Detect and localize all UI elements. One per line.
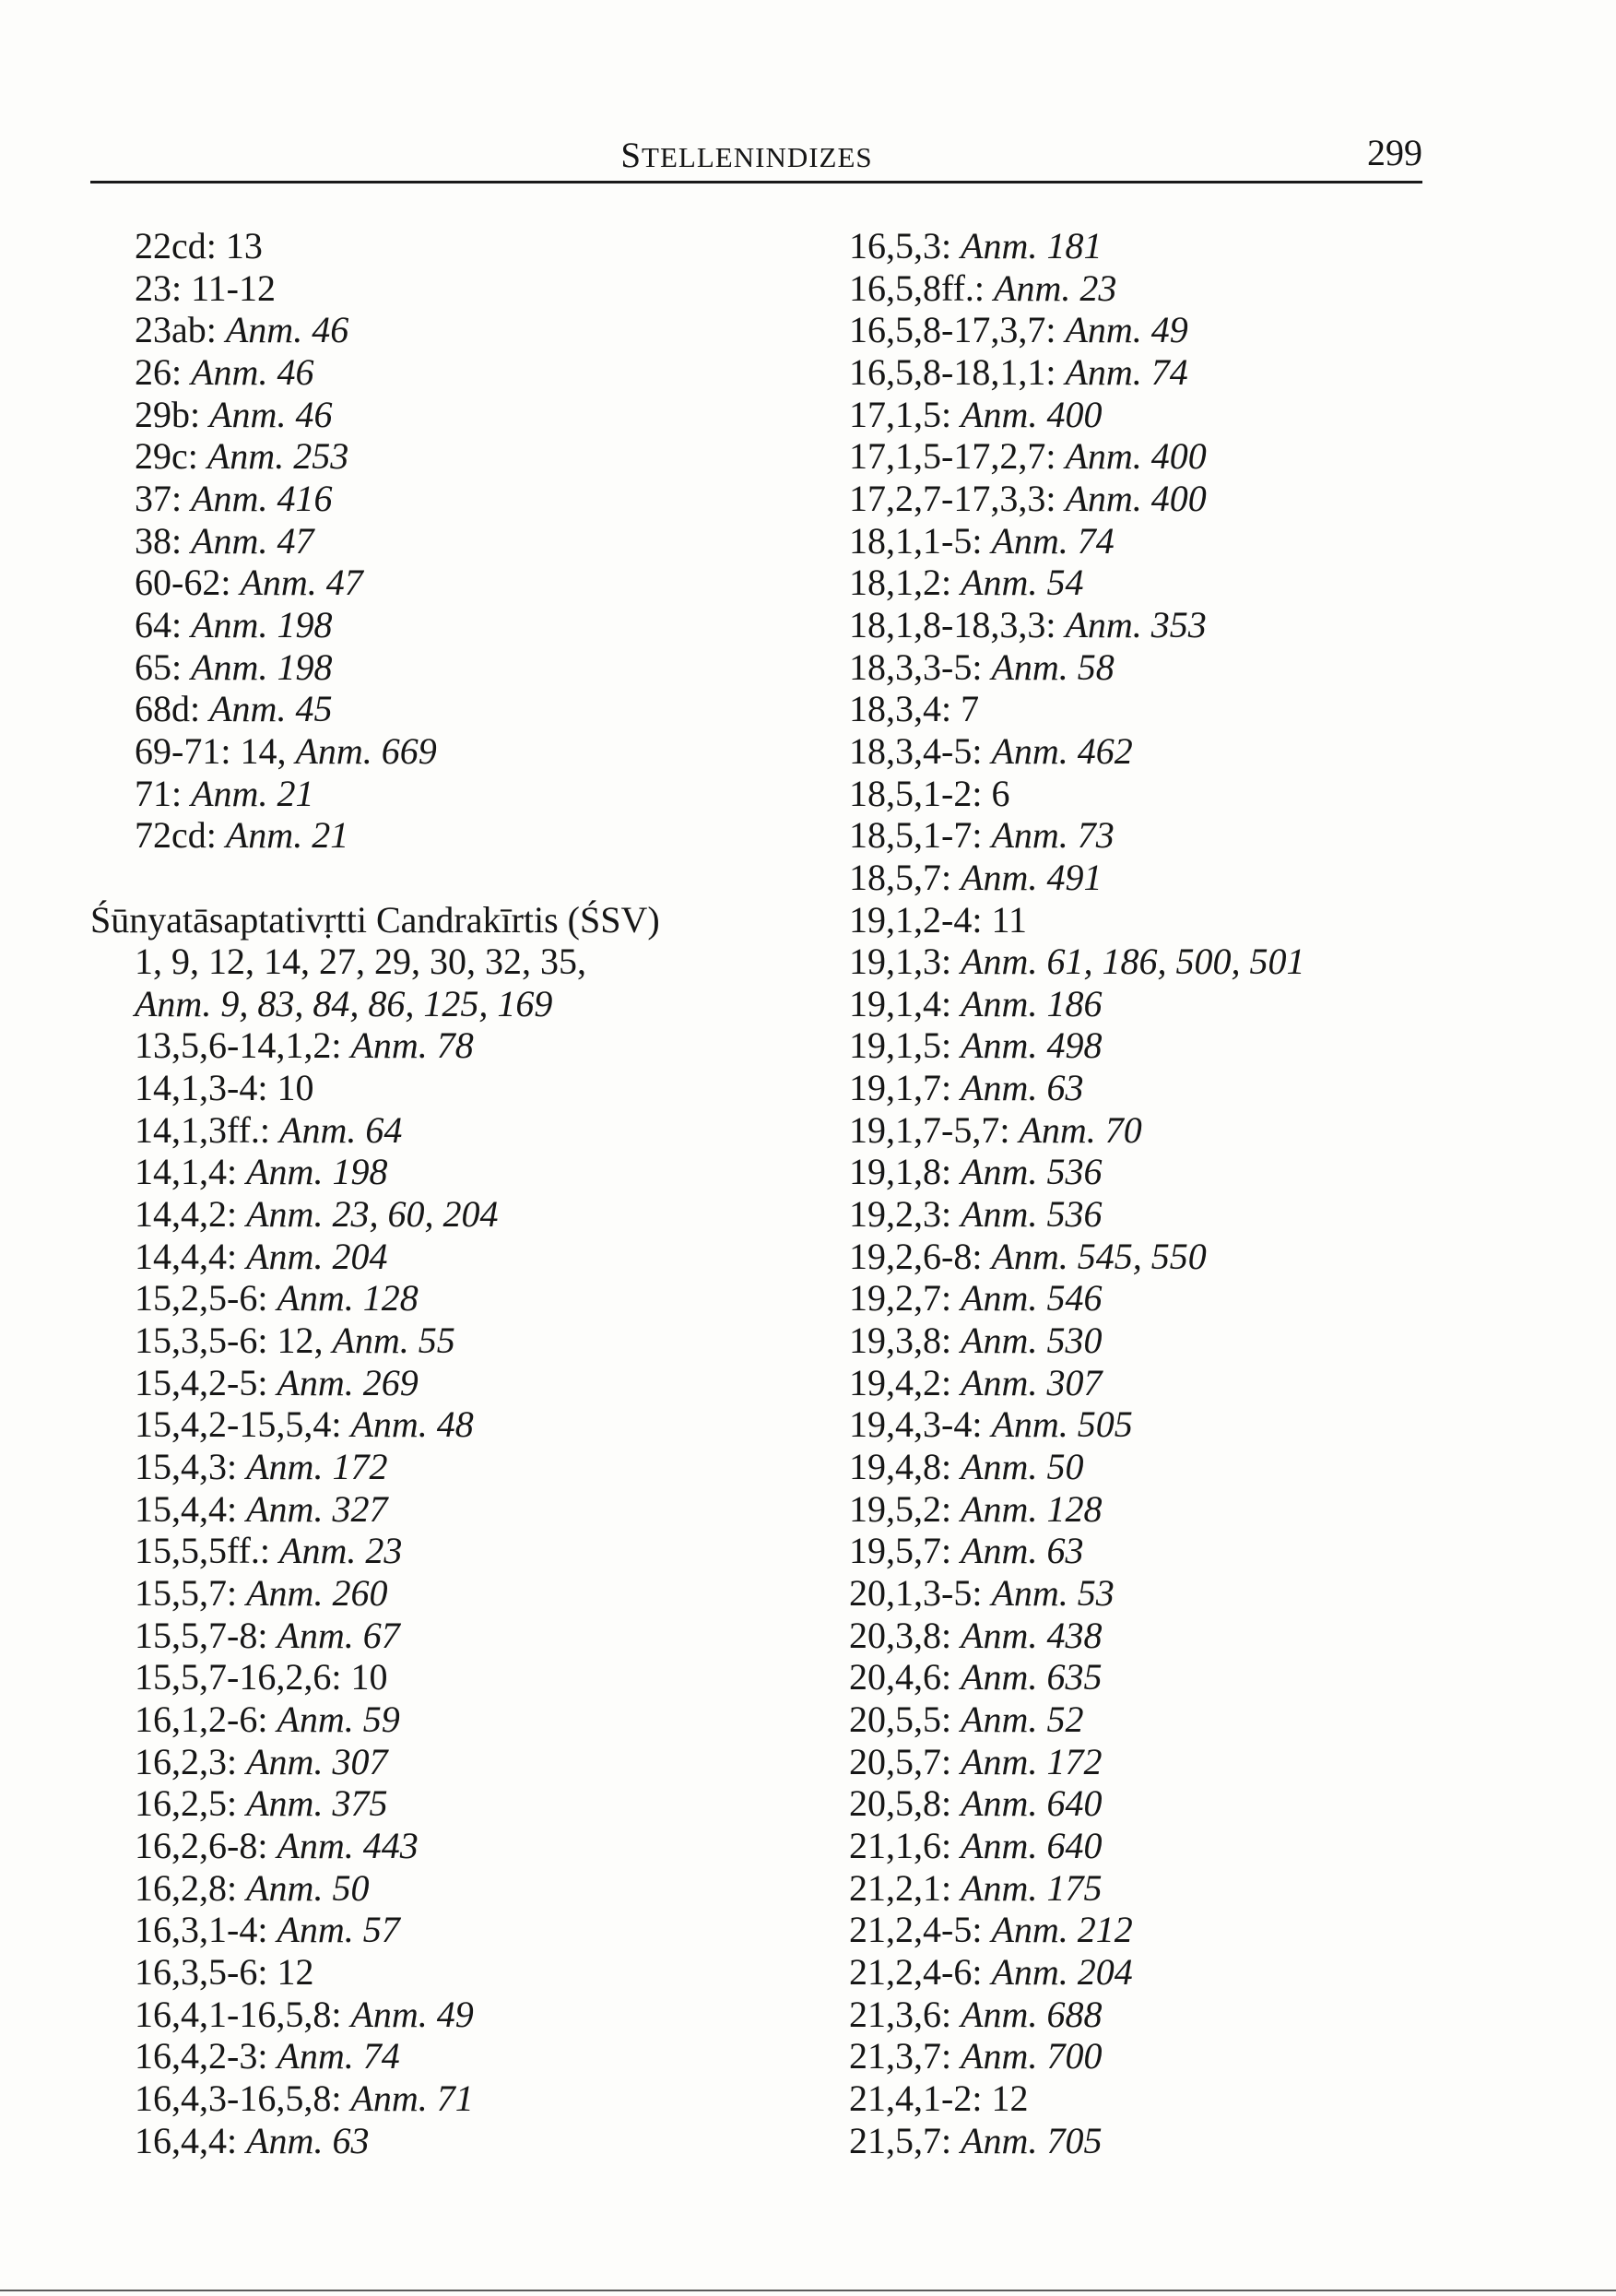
entry-locator: 19,1,2-4: — [849, 898, 983, 941]
entry-locator: 19,1,4: — [849, 982, 952, 1024]
entry-note-reference: Anm. 253 — [206, 435, 349, 478]
entry-locator: 16,4,3-16,5,8: — [135, 2077, 342, 2119]
entry-locator: 18,1,2: — [849, 562, 952, 604]
index-entry — [849, 1403, 1421, 1446]
entry-locator: 15,5,7-8: — [135, 1614, 268, 1656]
index-entry — [90, 1530, 791, 1572]
entry-locator: 17,1,5: — [849, 393, 952, 435]
entry-note-reference: Anm. 181 — [961, 225, 1103, 266]
entry-locator: 21,5,7: — [849, 2119, 952, 2161]
entry-pages: 10 — [350, 1656, 388, 1698]
entry-pages: 6 — [991, 772, 1010, 814]
entry-note-reference: Anm. 128 — [961, 1487, 1103, 1530]
index-entry — [90, 1951, 791, 1994]
entry-locator: 16,5,8-18,1,1: — [849, 350, 1056, 393]
entry-note-reference: Anm. 9, 83, 84, 86, 125, 169 — [135, 982, 553, 1024]
index-entry — [849, 1193, 1421, 1236]
entry-locator: 15,5,7-16,2,6: — [135, 1656, 342, 1698]
index-entry — [849, 562, 1421, 604]
entry-note-reference: Anm. 63 — [961, 1067, 1084, 1109]
entry-note-reference: Anm. 53 — [991, 1572, 1115, 1614]
entry-locator: 69-71: — [135, 729, 231, 772]
entry-locator: 26: — [135, 350, 183, 393]
entry-note-reference: Anm. 48 — [350, 1403, 474, 1446]
index-entry — [90, 2035, 791, 2077]
right-index-entries — [849, 225, 1421, 2161]
index-entry — [849, 1488, 1421, 1531]
entry-note-reference: Anm. 172 — [246, 1446, 388, 1488]
entry-locator: 64: — [135, 603, 183, 645]
entry-locator: 15,4,3: — [135, 1446, 238, 1488]
index-entry — [90, 1024, 791, 1067]
entry-locator: 20,1,3-5: — [849, 1572, 983, 1614]
entry-note-reference: Anm. 23 — [994, 266, 1117, 309]
entry-note-reference: Anm. 46 — [225, 309, 349, 351]
entry-locator: 18,5,7: — [849, 856, 952, 898]
index-entry — [849, 1867, 1421, 1910]
index-entry — [849, 941, 1421, 983]
entry-locator: 21,2,4-6: — [849, 1950, 983, 1993]
entry-note-reference: Anm. 55 — [332, 1320, 455, 1362]
entry-locator: 38: — [135, 519, 183, 562]
entry-locator: 15,3,5-6: — [135, 1320, 268, 1362]
entry-locator: 20,5,8: — [849, 1782, 952, 1825]
entry-locator: 16,5,8-17,3,7: — [849, 309, 1056, 351]
entry-locator: 18,3,4: — [849, 688, 952, 730]
header-rule — [90, 181, 1422, 183]
index-entry — [849, 2035, 1421, 2077]
index-entry — [90, 1994, 791, 2036]
entry-note-reference: Anm. 688 — [961, 1993, 1103, 2035]
index-entry — [90, 1488, 791, 1531]
continued-index-entries — [90, 225, 791, 857]
entry-note-reference: Anm. 545, 550 — [991, 1235, 1207, 1277]
entry-note-reference: Anm. 186 — [961, 982, 1103, 1024]
entry-pages: 12 — [277, 1950, 314, 1993]
entry-locator: 19,5,2: — [849, 1487, 952, 1530]
index-entry — [849, 1236, 1421, 1278]
index-entry — [90, 1236, 791, 1278]
index-entry — [90, 941, 791, 983]
entry-note-reference: Anm. 307 — [961, 1361, 1103, 1403]
entry-note-reference: Anm. 73 — [991, 814, 1115, 857]
entry-locator: 16,4,2-3: — [135, 2035, 268, 2077]
index-entry — [90, 1656, 791, 1698]
entry-locator: 17,2,7-17,3,3: — [849, 477, 1056, 519]
entry-locator: 19,1,7: — [849, 1067, 952, 1109]
entry-locator: 18,1,1-5: — [849, 519, 983, 562]
entry-note-reference: Anm. 49 — [1065, 309, 1188, 351]
index-entry — [90, 1867, 791, 1910]
entry-note-reference: Anm. 128 — [277, 1277, 419, 1320]
index-entry — [90, 1909, 791, 1951]
index-entry — [90, 646, 791, 689]
index-entry — [849, 1615, 1421, 1657]
entry-note-reference: Anm. 353 — [1065, 603, 1207, 645]
entry-locator: 65: — [135, 645, 183, 688]
entry-locator: 18,5,1-7: — [849, 814, 983, 857]
entry-note-reference: Anm. 400 — [1065, 435, 1207, 478]
index-entry — [849, 225, 1421, 267]
entry-locator: 22cd: — [135, 225, 217, 266]
entry-note-reference: Anm. 175 — [961, 1866, 1103, 1909]
entry-note-reference: Anm. 416 — [191, 477, 333, 519]
entry-locator: 16,3,5-6: — [135, 1950, 268, 1993]
entry-locator: 19,4,3-4: — [849, 1403, 983, 1446]
entry-note-reference: Anm. 669 — [295, 729, 437, 772]
index-entry — [849, 1825, 1421, 1867]
entry-note-reference: Anm. 307 — [246, 1740, 388, 1782]
entry-note-reference: Anm. 705 — [961, 2119, 1103, 2161]
index-entry — [90, 225, 791, 267]
entry-note-reference: Anm. 204 — [991, 1950, 1133, 1993]
index-entry — [849, 520, 1421, 562]
index-entry — [849, 1277, 1421, 1320]
entry-locator: 16,2,3: — [135, 1740, 238, 1782]
entry-locator: 15,4,2-15,5,4: — [135, 1403, 342, 1446]
entry-locator: 23: — [135, 266, 183, 309]
index-entry — [849, 1994, 1421, 2036]
entry-locator: 15,2,5-6: — [135, 1277, 268, 1320]
entry-locator: 16,2,6-8: — [135, 1824, 268, 1866]
entry-locator: 16,2,8: — [135, 1866, 238, 1909]
entry-note-reference: Anm. 260 — [246, 1572, 388, 1614]
entry-note-reference: Anm. 70 — [1019, 1108, 1142, 1151]
entry-pages: 11-12 — [191, 266, 276, 309]
entry-note-reference: Anm. 49 — [350, 1993, 474, 2035]
index-entry — [90, 1320, 791, 1362]
entry-note-reference: Anm. 536 — [961, 1193, 1103, 1236]
entry-locator: 14,1,3ff.: — [135, 1108, 271, 1151]
entry-locator: 19,2,6-8: — [849, 1235, 983, 1277]
entry-note-reference: Anm. 52 — [961, 1698, 1084, 1740]
index-entry — [849, 309, 1421, 351]
entry-note-reference: Anm. 58 — [991, 645, 1115, 688]
index-entry — [849, 1530, 1421, 1572]
index-entry — [90, 1151, 791, 1193]
page-number: 299 — [1367, 132, 1422, 173]
entry-pages: 13 — [225, 225, 263, 266]
entry-pages: 12 — [991, 2077, 1029, 2119]
entry-note-reference: Anm. 23, 60, 204 — [246, 1193, 499, 1236]
index-entry — [849, 773, 1421, 815]
entry-pages: 7 — [961, 688, 980, 730]
entry-locator: 16,2,5: — [135, 1782, 238, 1825]
entry-locator: 21,3,7: — [849, 2035, 952, 2077]
entry-locator: 19,1,3: — [849, 941, 952, 983]
entry-note-reference: Anm. 375 — [246, 1782, 388, 1825]
index-entry — [90, 1446, 791, 1488]
entry-locator: 18,1,8-18,3,3: — [849, 603, 1056, 645]
index-entry — [90, 604, 791, 646]
index-entry — [90, 1403, 791, 1446]
entry-note-reference: Anm. 78 — [350, 1024, 474, 1067]
index-entry — [90, 2120, 791, 2162]
entry-locator: 18,3,4-5: — [849, 729, 983, 772]
entry-note-reference: Anm. 443 — [277, 1824, 419, 1866]
entry-note-reference: Anm. 462 — [991, 729, 1133, 772]
entry-locator: 19,4,2: — [849, 1361, 952, 1403]
entry-note-reference: Anm. 50 — [246, 1866, 370, 1909]
entry-note-reference: Anm. 50 — [961, 1446, 1084, 1488]
index-entry — [849, 351, 1421, 394]
entry-note-reference: Anm. 269 — [277, 1361, 419, 1403]
index-entry — [90, 478, 791, 520]
entry-locator: 14,4,2: — [135, 1193, 238, 1236]
index-entry — [849, 2077, 1421, 2120]
index-entry — [849, 1109, 1421, 1152]
entry-note-reference: Anm. 198 — [191, 645, 333, 688]
index-entry — [90, 520, 791, 562]
index-entry — [90, 814, 791, 857]
entry-note-reference: Anm. 21 — [225, 814, 349, 857]
entry-locator: 21,1,6: — [849, 1824, 952, 1866]
entry-locator: 15,4,4: — [135, 1487, 238, 1530]
entry-note-reference: Anm. 172 — [961, 1740, 1103, 1782]
index-entry — [90, 1698, 791, 1741]
entry-locator: 18,3,3-5: — [849, 645, 983, 688]
entry-note-reference: Anm. 47 — [191, 519, 314, 562]
index-entry — [90, 1109, 791, 1152]
index-entry — [849, 2120, 1421, 2162]
entry-note-reference: Anm. 505 — [991, 1403, 1133, 1446]
index-entry — [90, 730, 791, 773]
index-entry — [90, 1782, 791, 1825]
entry-note-reference: Anm. 198 — [246, 1151, 388, 1193]
right-column — [849, 225, 1421, 2161]
entry-locator: 29c: — [135, 435, 198, 478]
entry-locator: 19,5,7: — [849, 1530, 952, 1572]
entry-locator: 20,5,7: — [849, 1740, 952, 1782]
entry-note-reference: Anm. 67 — [277, 1614, 400, 1656]
entry-locator: 19,4,8: — [849, 1446, 952, 1488]
entry-note-reference: Anm. 640 — [961, 1824, 1103, 1866]
entry-locator: 19,1,5: — [849, 1024, 952, 1067]
entry-pages: 1, 9, 12, 14, 27, 29, 30, 32, 35, — [135, 941, 586, 983]
index-entry — [849, 1151, 1421, 1193]
index-entry — [849, 267, 1421, 310]
entry-locator: 19,2,3: — [849, 1193, 952, 1236]
entry-locator: 19,3,8: — [849, 1320, 952, 1362]
entry-note-reference: Anm. 640 — [961, 1782, 1103, 1825]
entry-note-reference: Anm. 71 — [350, 2077, 474, 2119]
entry-locator: 14,4,4: — [135, 1235, 238, 1277]
entry-note-reference: Anm. 54 — [961, 562, 1084, 604]
entry-locator: 23ab: — [135, 309, 217, 351]
index-entry — [90, 773, 791, 815]
entry-locator: 21,3,6: — [849, 1993, 952, 2035]
index-entry — [849, 814, 1421, 857]
entry-note-reference: Anm. 61, 186, 500, 501 — [961, 941, 1305, 983]
index-entry — [849, 478, 1421, 520]
entry-locator: 15,5,7: — [135, 1572, 238, 1614]
entry-note-reference: Anm. 400 — [961, 393, 1103, 435]
entry-note-reference: Anm. 635 — [961, 1656, 1103, 1698]
entry-locator: 19,1,8: — [849, 1151, 952, 1193]
entry-note-reference: Anm. 74 — [1065, 350, 1188, 393]
entry-locator: 15,5,5ff.: — [135, 1530, 271, 1572]
entry-note-reference: Anm. 21 — [191, 772, 314, 814]
index-entry — [849, 688, 1421, 730]
index-entry — [90, 394, 791, 436]
entry-note-reference: Anm. 498 — [961, 1024, 1103, 1067]
index-entry — [90, 1825, 791, 1867]
entry-locator: 16,3,1-4: — [135, 1909, 268, 1951]
entry-note-reference: Anm. 400 — [1065, 477, 1207, 519]
entry-note-reference: Anm. 204 — [246, 1235, 388, 1277]
entry-note-reference: Anm. 74 — [277, 2035, 400, 2077]
index-entry — [90, 688, 791, 730]
entry-locator: 20,3,8: — [849, 1614, 952, 1656]
entry-note-reference: Anm. 59 — [277, 1698, 400, 1740]
index-entry — [849, 983, 1421, 1025]
index-entry — [90, 1572, 791, 1615]
index-entry — [849, 1446, 1421, 1488]
index-entry — [849, 1741, 1421, 1783]
entry-note-reference: Anm. 74 — [991, 519, 1115, 562]
entry-locator: 60-62: — [135, 562, 231, 604]
entry-note-reference: Anm. 530 — [961, 1320, 1103, 1362]
entry-locator: 20,5,5: — [849, 1698, 952, 1740]
index-entry — [849, 1067, 1421, 1109]
index-entry — [90, 1741, 791, 1783]
index-entry — [90, 983, 791, 1025]
index-entry — [90, 1362, 791, 1404]
entry-note-reference: Anm. 546 — [961, 1277, 1103, 1320]
entry-note-reference: Anm. 57 — [277, 1909, 400, 1951]
entry-locator: 68d: — [135, 688, 201, 730]
index-entry — [90, 1067, 791, 1109]
index-entry — [849, 435, 1421, 478]
entry-locator: 21,4,1-2: — [849, 2077, 983, 2119]
index-entry — [90, 309, 791, 351]
entry-locator: 15,4,2-5: — [135, 1361, 268, 1403]
index-entry — [849, 394, 1421, 436]
entry-locator: 14,1,3-4: — [135, 1067, 268, 1109]
entry-locator: 21,2,4-5: — [849, 1909, 983, 1951]
entry-locator: 19,2,7: — [849, 1277, 952, 1320]
index-entry — [849, 604, 1421, 646]
left-column — [90, 225, 791, 2161]
index-entry — [90, 2077, 791, 2120]
index-entry — [849, 730, 1421, 773]
entry-locator: 16,4,4: — [135, 2119, 238, 2161]
index-entry — [90, 562, 791, 604]
entry-locator: 13,5,6-14,1,2: — [135, 1024, 342, 1067]
entry-pages: 10 — [277, 1067, 314, 1109]
entry-locator: 17,1,5-17,2,7: — [849, 435, 1056, 478]
index-entry — [849, 1320, 1421, 1362]
index-entry — [90, 1277, 791, 1320]
entry-note-reference: Anm. 491 — [961, 856, 1103, 898]
entry-locator: 14,1,4: — [135, 1151, 238, 1193]
entry-locator: 16,4,1-16,5,8: — [135, 1993, 342, 2035]
index-entry — [90, 351, 791, 394]
entry-locator: 18,5,1-2: — [849, 772, 983, 814]
index-entry — [849, 899, 1421, 941]
index-entry — [849, 646, 1421, 689]
entry-note-reference: Anm. 438 — [961, 1614, 1103, 1656]
entry-locator: 16,5,3: — [849, 225, 952, 266]
index-entry — [849, 1024, 1421, 1067]
entry-note-reference: Anm. 63 — [246, 2119, 370, 2161]
scan-edge-line — [0, 2290, 1616, 2291]
entry-note-reference: Anm. 536 — [961, 1151, 1103, 1193]
entry-note-reference: Anm. 327 — [246, 1487, 388, 1530]
entry-locator: 16,5,8ff.: — [849, 266, 985, 309]
entry-locator: 19,1,7-5,7: — [849, 1108, 1010, 1151]
index-entry — [849, 1698, 1421, 1741]
entry-pages: 14, — [240, 729, 287, 772]
entry-note-reference: Anm. 45 — [209, 688, 333, 730]
entry-locator: 20,4,6: — [849, 1656, 952, 1698]
entry-note-reference: Anm. 63 — [961, 1530, 1084, 1572]
entry-note-reference: Anm. 46 — [191, 350, 314, 393]
running-title: STELLENINDIZES — [620, 136, 873, 175]
entry-locator: 29b: — [135, 393, 201, 435]
section-index-entries — [90, 941, 791, 2161]
index-entry — [849, 1782, 1421, 1825]
index-entry — [90, 1615, 791, 1657]
index-entry — [90, 435, 791, 478]
index-entry — [90, 1193, 791, 1236]
index-entry — [849, 1951, 1421, 1994]
index-entry — [849, 1909, 1421, 1951]
section-heading: Śūnyatāsaptativṛtti Candrakīrtis (ŚSV) — [90, 898, 660, 941]
entry-note-reference: Anm. 198 — [191, 603, 333, 645]
entry-locator: 16,1,2-6: — [135, 1698, 268, 1740]
entry-locator: 37: — [135, 477, 183, 519]
index-entry — [90, 267, 791, 310]
entry-note-reference: Anm. 23 — [279, 1530, 403, 1572]
index-entry — [849, 1572, 1421, 1615]
entry-note-reference: Anm. 212 — [991, 1909, 1133, 1951]
entry-locator: 21,2,1: — [849, 1866, 952, 1909]
index-entry — [849, 1362, 1421, 1404]
blank-line — [90, 857, 791, 899]
index-entry — [849, 1656, 1421, 1698]
entry-locator: 71: — [135, 772, 183, 814]
entry-note-reference: Anm. 700 — [961, 2035, 1103, 2077]
entry-pages: 12, — [277, 1320, 324, 1362]
entry-note-reference: Anm. 47 — [240, 562, 363, 604]
entry-pages: 11 — [991, 898, 1027, 941]
entry-note-reference: Anm. 64 — [279, 1108, 403, 1151]
entry-locator: 72cd: — [135, 814, 217, 857]
entry-note-reference: Anm. 46 — [209, 393, 333, 435]
index-entry — [849, 857, 1421, 899]
